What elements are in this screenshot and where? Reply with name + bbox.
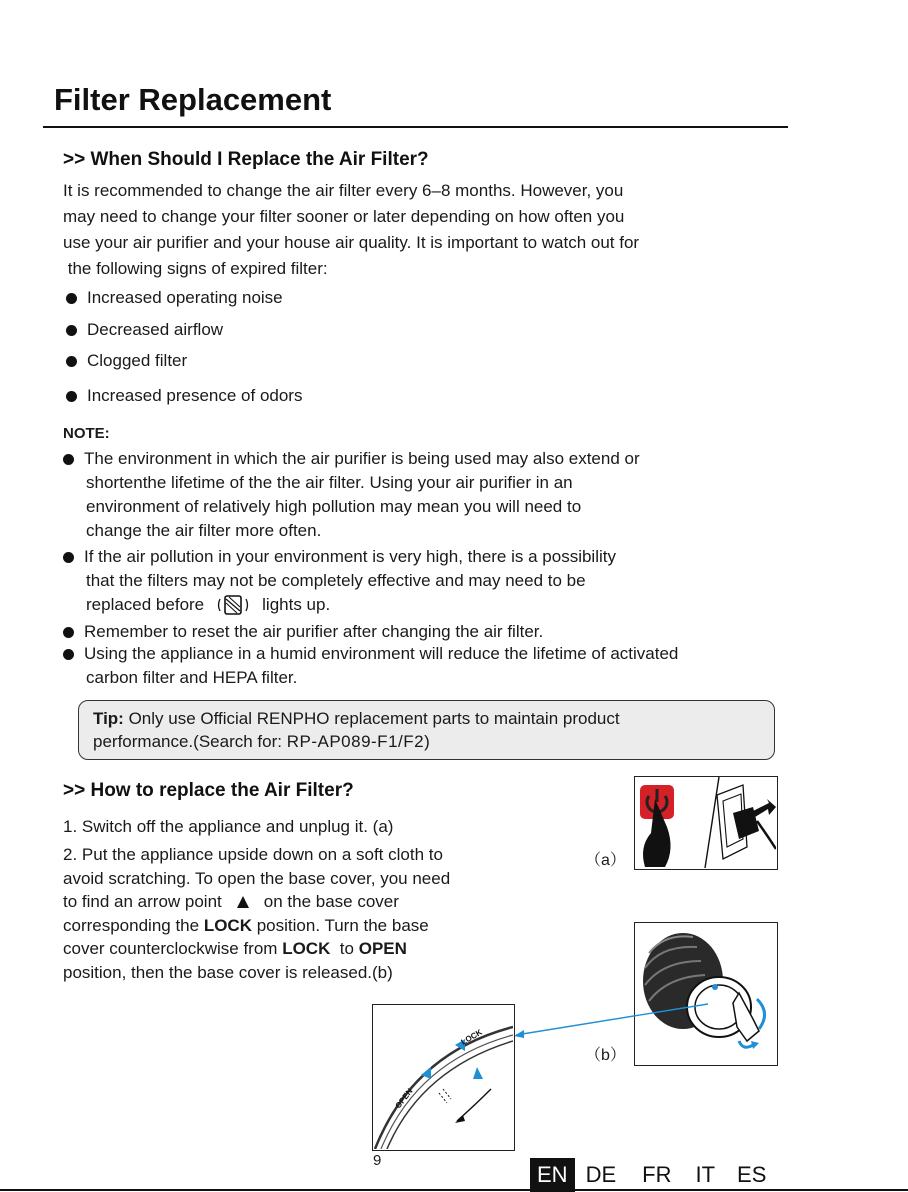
page-title: Filter Replacement — [54, 82, 332, 117]
lang-tab-de[interactable]: DE — [585, 1162, 617, 1187]
note-line: Remember to reset the air purifier after changing the air filter. — [84, 622, 544, 641]
bullet-icon — [63, 454, 74, 465]
lock-keyword: LOCK — [282, 939, 331, 958]
note-item — [63, 545, 616, 617]
note-line-after-icon: lights up. — [262, 595, 331, 614]
figure-b-rotate-cover — [634, 922, 778, 1066]
page-number: 9 — [373, 1152, 382, 1169]
step-text: to — [330, 939, 359, 958]
list-item — [66, 288, 283, 308]
unplug-illustration — [635, 777, 776, 868]
lang-tab-fr[interactable]: FR — [642, 1162, 672, 1187]
bullet-icon — [63, 649, 74, 660]
note-line-before-icon: replaced before — [86, 595, 205, 614]
base-cover-illustration — [635, 923, 776, 1064]
section-heading-when: >> When Should I Replace the Air Filter? — [63, 149, 429, 170]
section-heading-how: >> How to replace the Air Filter? — [63, 780, 354, 801]
list-item — [66, 386, 302, 406]
note-item — [63, 620, 543, 644]
step-text: corresponding the — [63, 915, 204, 935]
figure-a-caption: （a） — [585, 852, 626, 869]
step-2 — [63, 843, 450, 984]
lock-keyword: LOCK — [203, 915, 252, 935]
intro-line: may need to change your filter sooner or later depending on how often you — [63, 207, 625, 226]
bullet-icon — [66, 356, 77, 367]
tip-line-1 — [93, 707, 760, 730]
tip-text: performance.(Search for: — [93, 732, 287, 751]
note-item — [63, 447, 640, 543]
bullet-icon — [63, 552, 74, 563]
note-line: environment of relatively high pollution may mean you will need to — [86, 497, 582, 516]
bullet-icon — [63, 627, 74, 638]
step-line — [63, 937, 450, 961]
note-label: NOTE: — [63, 425, 110, 442]
bullet-icon — [66, 391, 77, 402]
step-line: 2. Put the appliance upside down on a soft cloth to — [63, 845, 443, 864]
note-line: shortenthe lifetime of the the air filter. Using your air purifier in an — [86, 473, 573, 492]
list-item — [66, 320, 223, 340]
note-line: carbon filter and HEPA filter. — [86, 668, 298, 687]
dial-open-label: OPEN — [393, 1086, 415, 1111]
note-line: change the air filter more often. — [86, 521, 322, 540]
intro-line: the following signs of expired filter: — [63, 259, 328, 278]
figure-dial-closeup — [372, 1004, 515, 1151]
bullet-icon — [66, 325, 77, 336]
sign-text: Increased operating noise — [87, 288, 283, 307]
sign-text: Clogged filter — [87, 351, 188, 370]
note-line: Using the appliance in a humid environment will reduce the lifetime of activated — [84, 644, 679, 663]
figure-b-caption: （b） — [585, 1047, 626, 1064]
intro-line: use your air purifier and your house air quality. It is important to watch out for — [63, 233, 640, 252]
intro-line: It is recommended to change the air filter every 6–8 months. However, you — [63, 181, 624, 200]
tip-label: Tip: — [93, 709, 124, 728]
footer-rule — [0, 1189, 908, 1191]
callout-line — [512, 1000, 712, 1040]
step-line: avoid scratching. To open the base cover, you need — [63, 868, 451, 888]
note-line: The environment in which the air purifier is being used may also extend or — [84, 449, 640, 468]
step-1: 1. Switch off the appliance and unplug it. (a) — [63, 817, 394, 836]
note-item — [63, 642, 678, 690]
step-text: on the base cover — [263, 892, 399, 911]
lang-tab-it[interactable]: IT — [695, 1162, 716, 1187]
figure-a-unplug — [634, 776, 778, 870]
list-item — [66, 351, 187, 371]
step-line: position, then the base cover is released.(b) — [63, 962, 393, 982]
note-line — [86, 593, 616, 617]
step-line — [63, 890, 450, 914]
tip-text: ) — [424, 732, 430, 751]
tip-line-2 — [93, 730, 760, 753]
step-text: to find an arrow point — [63, 892, 222, 911]
sign-text: Decreased airflow — [87, 320, 224, 339]
tip-text: Only use Official RENPHO replacement parts to maintain product — [123, 709, 620, 728]
note-line: If the air pollution in your environment is very high, there is a possibility — [84, 547, 616, 566]
tip-box — [78, 700, 775, 760]
title-rule — [43, 126, 788, 128]
step-text: cover counterclockwise from — [63, 939, 283, 958]
step-text: position. Turn the base — [252, 915, 429, 935]
lang-tab-es[interactable]: ES — [737, 1162, 767, 1187]
intro-paragraph — [63, 178, 639, 282]
dial-illustration — [373, 1005, 513, 1149]
lang-tab-en[interactable]: EN — [530, 1158, 575, 1192]
tip-product-code: RP-AP089-F1/F2 — [286, 732, 425, 751]
open-keyword: OPEN — [358, 939, 407, 958]
dial-lock-label: LOCK — [459, 1027, 484, 1047]
note-line: that the filters may not be completely effective and may need to be — [86, 571, 586, 590]
filter-indicator-icon — [216, 593, 250, 617]
language-bar — [530, 1158, 773, 1192]
bullet-icon — [66, 293, 77, 304]
sign-text: Increased presence of odors — [87, 386, 303, 405]
step-line — [63, 914, 450, 938]
